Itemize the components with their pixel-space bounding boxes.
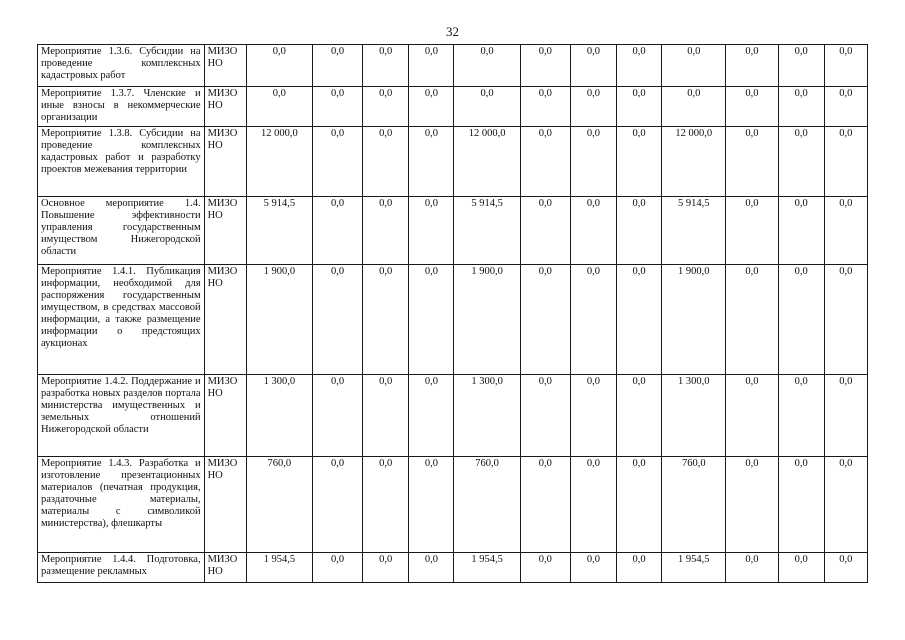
executor-cell: МИЗО НО — [204, 87, 246, 127]
value-cell: 1 300,0 — [246, 375, 312, 457]
value-cell: 0,0 — [312, 553, 362, 583]
value-cell: 0,0 — [312, 265, 362, 375]
value-cell: 0,0 — [617, 265, 662, 375]
value-cell: 0,0 — [778, 457, 824, 553]
value-cell: 0,0 — [570, 265, 616, 375]
value-cell: 1 954,5 — [246, 553, 312, 583]
value-cell: 0,0 — [617, 197, 662, 265]
value-cell: 0,0 — [363, 197, 409, 265]
value-cell: 0,0 — [520, 553, 570, 583]
value-cell: 0,0 — [824, 375, 867, 457]
table-row — [38, 127, 868, 197]
table-row — [38, 265, 868, 375]
page-number: 32 — [446, 24, 459, 39]
executor-cell: МИЗО НО — [204, 45, 246, 87]
value-cell: 0,0 — [520, 197, 570, 265]
value-cell: 5 914,5 — [246, 197, 312, 265]
value-cell: 0,0 — [726, 45, 778, 87]
value-cell: 0,0 — [409, 127, 454, 197]
value-cell: 0,0 — [363, 87, 409, 127]
executor-cell: МИЗО НО — [204, 457, 246, 553]
value-cell: 0,0 — [409, 197, 454, 265]
value-cell: 0,0 — [824, 45, 867, 87]
value-cell: 0,0 — [246, 45, 312, 87]
table-row — [38, 197, 868, 265]
value-cell: 0,0 — [824, 553, 867, 583]
budget-table — [37, 44, 868, 583]
value-cell: 0,0 — [363, 45, 409, 87]
table-row — [38, 45, 868, 87]
value-cell: 0,0 — [363, 127, 409, 197]
value-cell: 1 954,5 — [454, 553, 520, 583]
value-cell: 0,0 — [409, 375, 454, 457]
value-cell: 760,0 — [454, 457, 520, 553]
value-cell: 0,0 — [409, 265, 454, 375]
table-row — [38, 457, 868, 553]
value-cell: 0,0 — [409, 87, 454, 127]
value-cell: 0,0 — [617, 375, 662, 457]
value-cell: 0,0 — [617, 87, 662, 127]
value-cell: 0,0 — [520, 127, 570, 197]
value-cell: 0,0 — [824, 457, 867, 553]
value-cell: 0,0 — [409, 457, 454, 553]
executor-cell: МИЗО НО — [204, 127, 246, 197]
value-cell: 0,0 — [726, 553, 778, 583]
executor-cell: МИЗО НО — [204, 265, 246, 375]
value-cell: 0,0 — [520, 457, 570, 553]
value-cell: 1 900,0 — [454, 265, 520, 375]
activity-description: Мероприятие 1.3.7. Членские и иные взносы в некоммерческие организации — [38, 87, 205, 127]
value-cell: 0,0 — [778, 87, 824, 127]
value-cell: 1 300,0 — [454, 375, 520, 457]
value-cell: 12 000,0 — [454, 127, 520, 197]
value-cell: 0,0 — [778, 45, 824, 87]
value-cell: 0,0 — [570, 87, 616, 127]
value-cell: 0,0 — [617, 45, 662, 87]
value-cell: 0,0 — [617, 553, 662, 583]
value-cell: 0,0 — [726, 375, 778, 457]
value-cell: 0,0 — [312, 197, 362, 265]
activity-description: Основное мероприятие 1.4. Повышение эффективности управления государственным имуществом Нижегородской области — [38, 197, 205, 265]
value-cell: 760,0 — [246, 457, 312, 553]
value-cell: 5 914,5 — [662, 197, 726, 265]
activity-description: Мероприятие 1.3.6. Субсидии на проведение комплексных кадастровых работ — [38, 45, 205, 87]
value-cell: 0,0 — [363, 375, 409, 457]
value-cell: 0,0 — [617, 457, 662, 553]
value-cell: 0,0 — [312, 127, 362, 197]
value-cell: 0,0 — [520, 87, 570, 127]
table-body — [38, 45, 868, 583]
activity-description: Мероприятие 1.4.2. Поддержание и разработка новых разделов портала министерства имущественных и земельных отношений Нижегородской области — [38, 375, 205, 457]
value-cell: 0,0 — [726, 457, 778, 553]
value-cell: 0,0 — [312, 45, 362, 87]
value-cell: 0,0 — [246, 87, 312, 127]
executor-cell: МИЗО НО — [204, 553, 246, 583]
value-cell: 12 000,0 — [662, 127, 726, 197]
value-cell: 0,0 — [726, 127, 778, 197]
value-cell: 0,0 — [409, 553, 454, 583]
value-cell: 0,0 — [824, 197, 867, 265]
value-cell: 1 900,0 — [246, 265, 312, 375]
value-cell: 0,0 — [363, 553, 409, 583]
activity-description: Мероприятие 1.4.3. Разработка и изготовление презентационных материалов (печатная продукция, раздаточные материалы, материалы с символикой министерства), флешкарты — [38, 457, 205, 553]
value-cell: 0,0 — [617, 127, 662, 197]
value-cell: 0,0 — [570, 553, 616, 583]
value-cell: 0,0 — [662, 45, 726, 87]
activity-description: Мероприятие 1.3.8. Субсидии на проведение комплексных кадастровых работ и разработку проектов межевания территории — [38, 127, 205, 197]
value-cell: 0,0 — [726, 265, 778, 375]
value-cell: 0,0 — [312, 457, 362, 553]
table-row — [38, 87, 868, 127]
value-cell: 5 914,5 — [454, 197, 520, 265]
value-cell: 0,0 — [662, 87, 726, 127]
table-row — [38, 375, 868, 457]
activity-description: Мероприятие 1.4.1. Публикация информации, необходимой для распоряжения государственным имуществом, в средствах массовой информации, а также размещение информации о предстоящих аукционах — [38, 265, 205, 375]
value-cell: 1 900,0 — [662, 265, 726, 375]
value-cell: 0,0 — [570, 127, 616, 197]
value-cell: 1 300,0 — [662, 375, 726, 457]
value-cell: 0,0 — [520, 265, 570, 375]
value-cell: 0,0 — [824, 127, 867, 197]
value-cell: 0,0 — [726, 197, 778, 265]
table-row — [38, 553, 868, 583]
value-cell: 0,0 — [363, 457, 409, 553]
value-cell: 760,0 — [662, 457, 726, 553]
value-cell: 0,0 — [570, 457, 616, 553]
value-cell: 0,0 — [778, 265, 824, 375]
value-cell: 0,0 — [778, 127, 824, 197]
value-cell: 0,0 — [454, 45, 520, 87]
value-cell: 0,0 — [778, 197, 824, 265]
value-cell: 0,0 — [570, 375, 616, 457]
activity-description: Мероприятие 1.4.4. Подготовка, размещение рекламных — [38, 553, 205, 583]
value-cell: 0,0 — [778, 553, 824, 583]
value-cell: 0,0 — [312, 375, 362, 457]
value-cell: 0,0 — [409, 45, 454, 87]
value-cell: 0,0 — [570, 45, 616, 87]
executor-cell: МИЗО НО — [204, 197, 246, 265]
value-cell: 0,0 — [824, 265, 867, 375]
value-cell: 0,0 — [312, 87, 362, 127]
value-cell: 0,0 — [520, 375, 570, 457]
value-cell: 0,0 — [778, 375, 824, 457]
value-cell: 0,0 — [454, 87, 520, 127]
value-cell: 1 954,5 — [662, 553, 726, 583]
executor-cell: МИЗО НО — [204, 375, 246, 457]
value-cell: 0,0 — [520, 45, 570, 87]
value-cell: 12 000,0 — [246, 127, 312, 197]
value-cell: 0,0 — [824, 87, 867, 127]
value-cell: 0,0 — [570, 197, 616, 265]
value-cell: 0,0 — [726, 87, 778, 127]
value-cell: 0,0 — [363, 265, 409, 375]
